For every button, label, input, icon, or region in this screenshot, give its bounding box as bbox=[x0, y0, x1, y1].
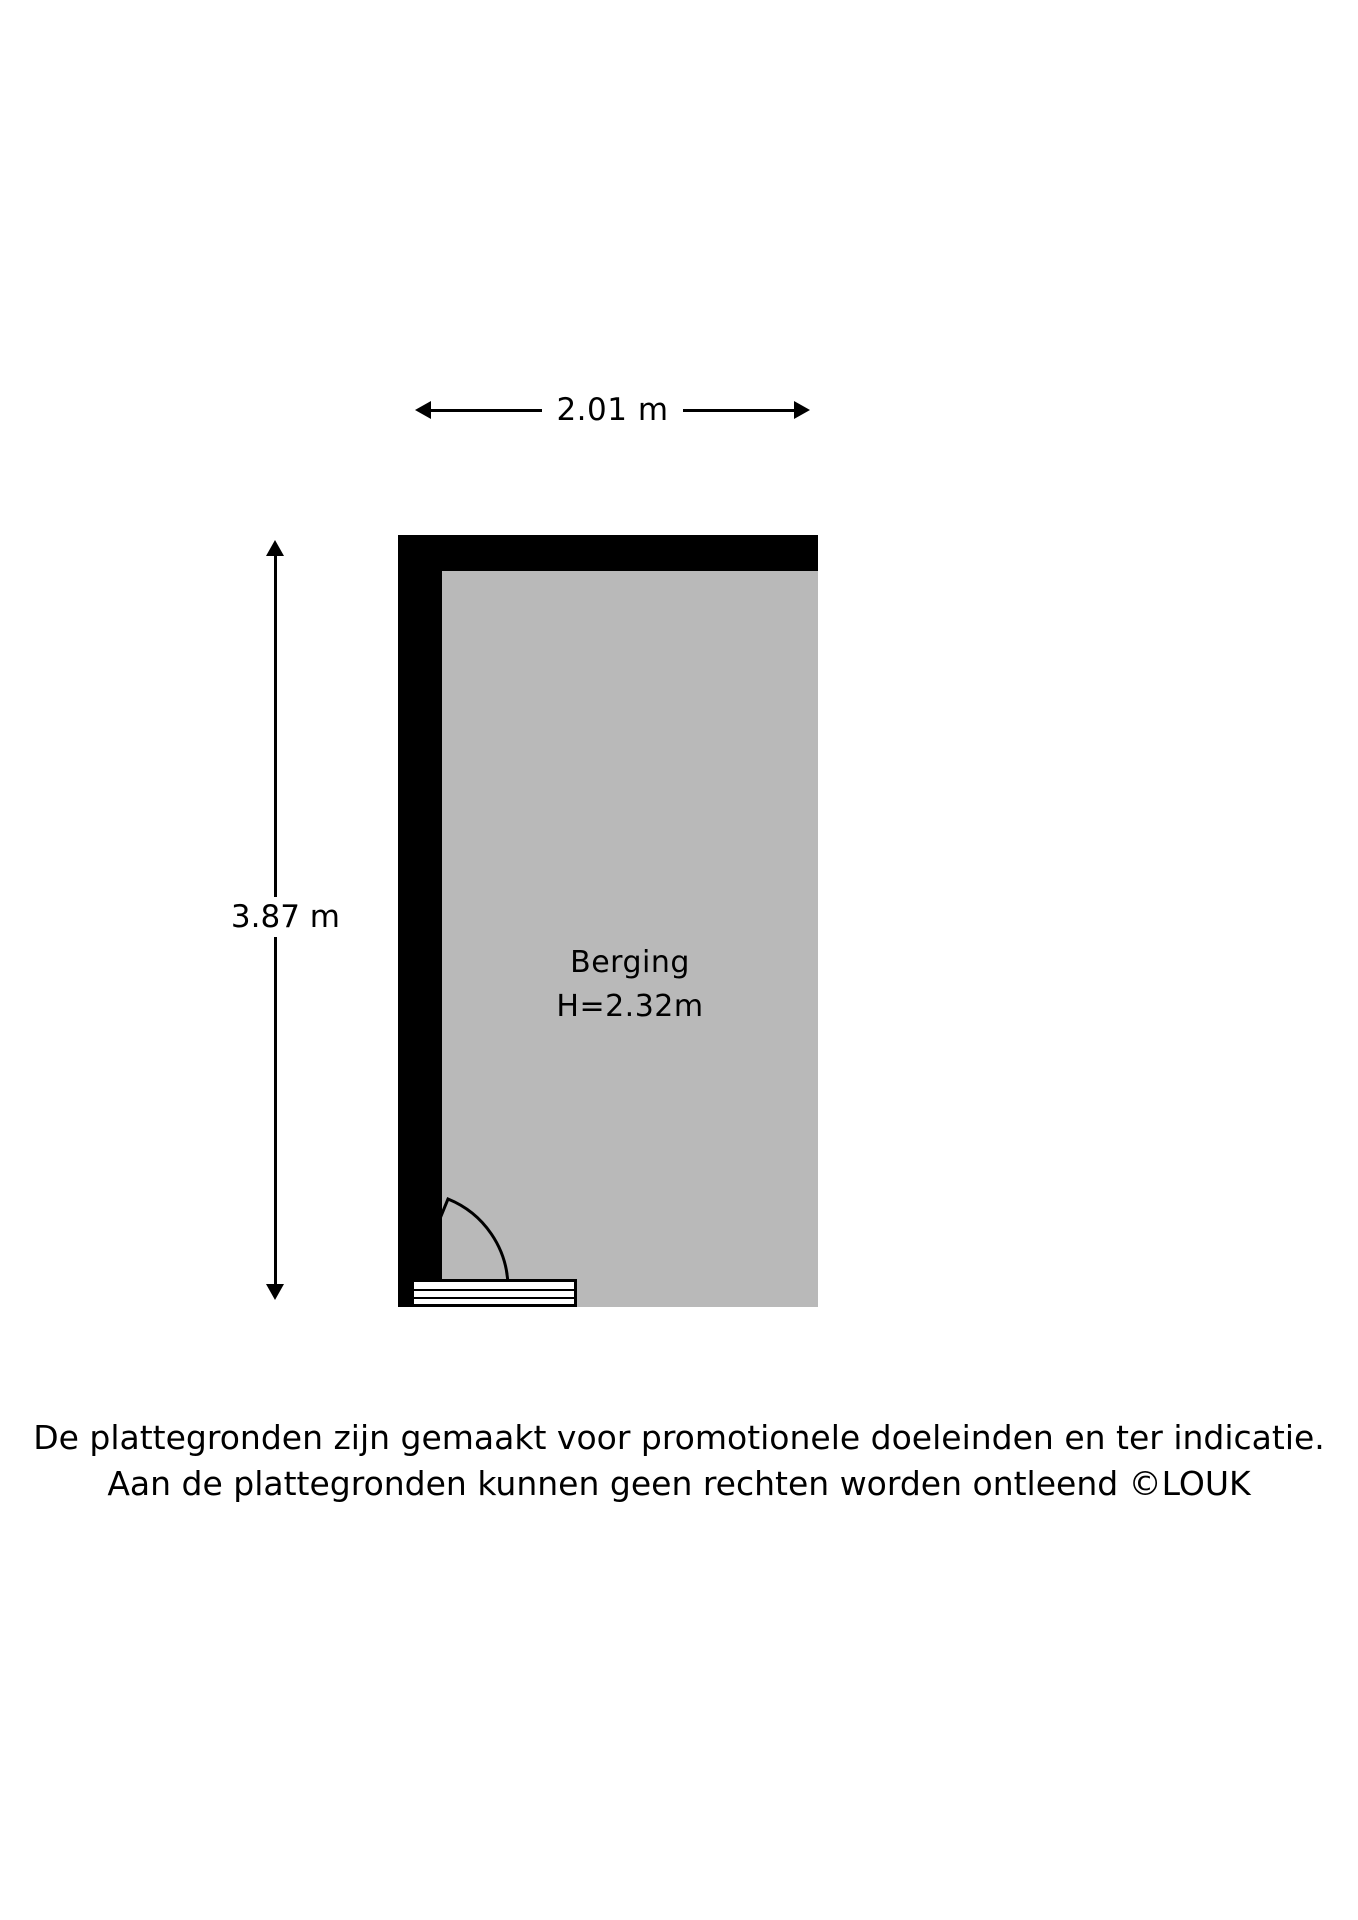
room-name: Berging bbox=[570, 945, 690, 980]
arrow-up-icon bbox=[266, 540, 284, 556]
disclaimer-text bbox=[0, 1415, 1358, 1507]
room-berging bbox=[398, 535, 818, 1307]
room-label-group bbox=[442, 941, 818, 1029]
threshold-line-2 bbox=[414, 1297, 574, 1299]
arrow-down-icon bbox=[266, 1284, 284, 1300]
width-dimension-label: 2.01 m bbox=[542, 390, 682, 430]
door-threshold bbox=[411, 1279, 577, 1307]
width-dimension bbox=[415, 390, 810, 430]
width-dimension-label-wrap bbox=[415, 390, 810, 430]
disclaimer-line-1: De plattegronden zijn gemaakt voor promotionele doeleinden en ter indicatie. bbox=[33, 1418, 1325, 1457]
disclaimer-line-2: Aan de plattegronden kunnen geen rechten worden ontleend ©LOUK bbox=[107, 1464, 1251, 1503]
room-ceiling-height: H=2.32m bbox=[556, 989, 704, 1024]
length-dimension-label: 3.87 m bbox=[205, 897, 340, 937]
threshold-line-1 bbox=[414, 1289, 574, 1291]
